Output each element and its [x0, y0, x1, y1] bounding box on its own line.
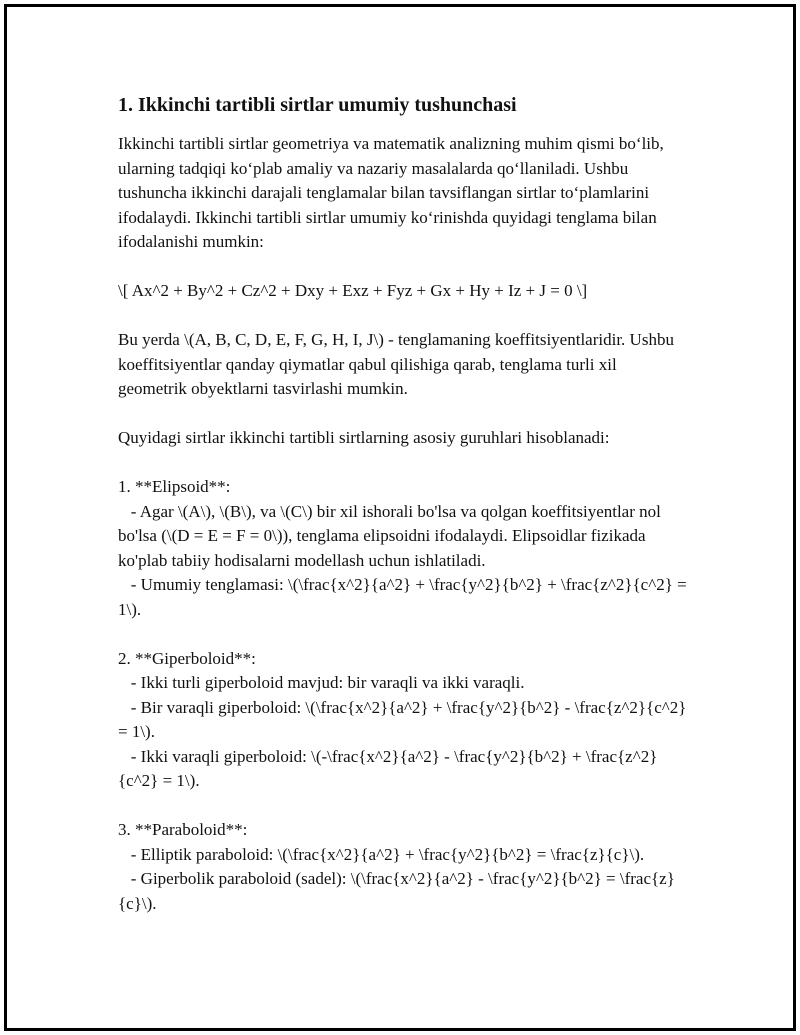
list-item-text: - Ikki turli giperboloid mavjud: bir varaqli va ikki varaqli. [130, 673, 525, 692]
list-item-text: - Ikki varaqli giperboloid: \(-\frac{x^2}{a^2} - \frac{y^2}{b^2} + \frac{z^2}{c^2} = 1\). [118, 746, 658, 790]
list-item [118, 696, 688, 745]
section-title-elipsoid: 1. **Elipsoid**: [118, 477, 231, 496]
spacer [118, 255, 688, 280]
groups-intro: Quyidagi sirtlar ikkinchi tartibli sirtlarning asosiy guruhlari hisoblanadi: [118, 428, 610, 447]
document-body [118, 92, 688, 916]
spacer [118, 304, 688, 329]
list-item-text: - Bir varaqli giperboloid: \(\frac{x^2}{a^2} + \frac{y^2}{b^2} - \frac{z^2}{c^2} = 1\). [118, 697, 687, 741]
section-heading: 1. Ikkinchi tartibli sirtlar umumiy tushunchasi [118, 94, 517, 116]
list-item-text: - Agar \(A\), \(B\), va \(C\) bir xil ishorali bo'lsa va qolgan koeffitsiyentlar nol bo'lsa (\(D = E = F = 0\)), tenglama elipsoidni ifodalaydi. Elipsoidlar fizikada ko'plab tabiiy hodisalarni modellash uchun ishlatiladi. [118, 501, 661, 570]
spacer [118, 402, 688, 427]
section-title-giperboloid: 2. **Giperboloid**: [118, 648, 256, 668]
list-item-text: - Giperbolik paraboloid (sadel): \(\frac{x^2}{a^2} - \frac{y^2}{b^2} = \frac{z}{c}\). [118, 869, 675, 913]
spacer [118, 794, 688, 819]
spacer [118, 451, 688, 476]
list-item-text: - Umumiy tenglamasi: \(\frac{x^2}{a^2} + \frac{y^2}{b^2} + \frac{z^2}{c^2} = 1\). [118, 575, 687, 619]
spacer [118, 622, 688, 647]
intro-paragraph: Ikkinchi tartibli sirtlar geometriya va matematik analizning muhim qismi bo‘lib, ularning tadqiqi ko‘plab amaliy va nazariy masalalarda qo‘llaniladi. Ushbu tushuncha ikkinchi darajali tenglamalar bilan tavsiflangan sirtlar to‘plamlarini ifodalaydi. Ikkinchi tartibli sirtlar umumiy ko‘rinishda quyidagi tenglama bilan ifodalanishi mumkin: [118, 134, 664, 251]
coefficients-paragraph: Bu yerda \(A, B, C, D, E, F, G, H, I, J\) - tenglamaning koeffitsiyentlaridir. Ushbu koeffitsiyentlar qanday qiymatlar qabul qilishiga qarab, tenglama turli xil geometrik obyektlarni tasvirlashi mumkin. [118, 330, 674, 398]
list-item [118, 843, 688, 868]
list-item [118, 573, 688, 622]
list-item [118, 867, 688, 916]
section-title-paraboloid: 3. **Paraboloid**: [118, 820, 248, 839]
list-item-text: - Elliptik paraboloid: \(\frac{x^2}{a^2} + \frac{y^2}{b^2} = \frac{z}{c}\). [130, 844, 645, 864]
list-item [118, 671, 688, 696]
general-equation: \[ Ax^2 + By^2 + Cz^2 + Dxy + Exz + Fyz + Gx + Hy + Iz + J = 0 \] [118, 281, 588, 300]
list-item [118, 745, 688, 794]
list-item [118, 500, 688, 574]
